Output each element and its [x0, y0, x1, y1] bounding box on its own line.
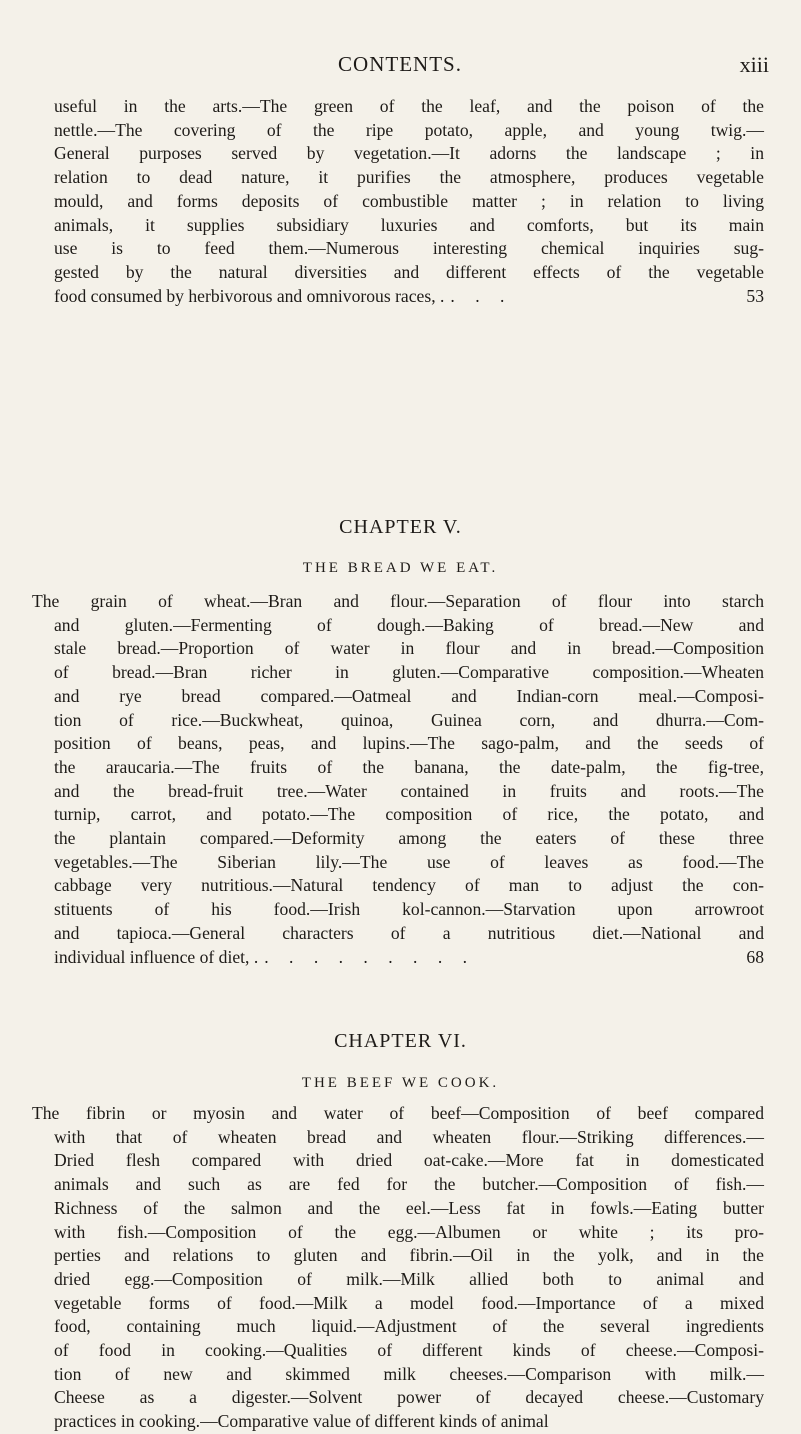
text-line: useful in the arts.—The green of the leaf, and the poison of the: [54, 96, 764, 116]
text-line: position of beans, peas, and lupins.—The sago-palm, and the seeds of: [54, 733, 764, 754]
chapter-summary: [32, 590, 764, 969]
dot-leader: . . . . . . . . .: [264, 946, 476, 967]
text-line: the plantain compared.—Deformity among the eaters of these three: [54, 828, 764, 849]
text-line: and gluten.—Fermenting of dough.—Baking of bread.—New and: [54, 614, 764, 635]
text-line: of food in cooking.—Qualities of different kinds of cheese.—Composi-: [54, 1340, 764, 1361]
chapter-heading: CHAPTER V.: [339, 516, 462, 538]
chapter-subtitle: THE BEEF WE COOK.: [301, 1075, 500, 1091]
text-line: vegetables.—The Siberian lily.—The use of leaves as food.—The: [54, 851, 764, 872]
dot-leader: . . .: [450, 285, 513, 306]
text-line: Richness of the salmon and the eel.—Less fat in fowls.—Eating butter: [54, 1197, 764, 1218]
text-line: and tapioca.—General characters of a nutritious diet.—National and: [54, 922, 764, 943]
text-line: tion of rice.—Buckwheat, quinoa, Guinea corn, and dhurra.—Com-: [54, 709, 764, 730]
text-line: and rye bread compared.—Oatmeal and Indian-corn meal.—Composi-: [54, 685, 764, 706]
text-line: and the bread-fruit tree.—Water contained in fruits and roots.—The: [54, 780, 764, 801]
toc-page-number: 68: [746, 946, 764, 967]
text-line: of bread.—Bran richer in gluten.—Comparative composition.—Wheaten: [54, 662, 764, 683]
text-line: tion of new and skimmed milk cheeses.—Comparison with milk.—: [54, 1363, 764, 1384]
text-line: food consumed by herbivorous and omnivorous races, .: [54, 285, 445, 306]
text-line: The grain of wheat.—Bran and flour.—Separation of flour into starch: [32, 591, 764, 611]
intro-paragraph: [54, 95, 764, 308]
toc-entry-last-line: [54, 285, 764, 309]
text-line: individual influence of diet, .: [54, 946, 259, 967]
text-line: General purposes served by vegetation.—It adorns the landscape ; in: [54, 143, 764, 164]
text-line: cabbage very nutritious.—Natural tendency of man to adjust the con-: [54, 875, 764, 896]
text-line: with that of wheaten bread and wheaten flour.—Striking differences.—: [54, 1126, 764, 1147]
text-line: turnip, carrot, and potato.—The composition of rice, the potato, and: [54, 804, 764, 825]
text-line: stale bread.—Proportion of water in flour and in bread.—Composition: [54, 638, 764, 659]
text-line: food, containing much liquid.—Adjustment of the several ingredients: [54, 1316, 764, 1337]
toc-page-number: 53: [746, 285, 764, 306]
text-line: relation to dead nature, it purifies the atmosphere, produces vegetable: [54, 167, 764, 188]
text-line: mould, and forms deposits of combustible matter ; in relation to living: [54, 190, 764, 211]
text-line: Dried flesh compared with dried oat-cake.—More fat in domesticated: [54, 1150, 764, 1171]
text-line: animals, it supplies subsidiary luxuries and comforts, but its main: [54, 214, 764, 235]
text-line: gested by the natural diversities and different effects of the vegetable: [54, 261, 764, 282]
running-head: [0, 52, 801, 82]
text-line: stituents of his food.—Irish kol-cannon.—Starvation upon arrowroot: [54, 899, 764, 920]
chapter-heading: CHAPTER VI.: [334, 1030, 467, 1052]
text-line: the araucaria.—The fruits of the banana, the date-palm, the fig-tree,: [54, 756, 764, 777]
text-line: practices in cooking.—Comparative value of different kinds of animal: [54, 1411, 549, 1432]
text-line: Cheese as a digester.—Solvent power of decayed cheese.—Customary: [54, 1387, 764, 1408]
chapter-subtitle: THE BREAD WE EAT.: [302, 560, 499, 576]
text-line: vegetable forms of food.—Milk a model food.—Importance of a mixed: [54, 1292, 764, 1313]
chapter-summary: [32, 1102, 764, 1434]
toc-entry-last-line: [32, 946, 764, 970]
text-line: perties and relations to gluten and fibrin.—Oil in the yolk, and in the: [54, 1245, 764, 1266]
page-number: xiii: [739, 52, 769, 77]
text-line: nettle.—The covering of the ripe potato, apple, and young twig.—: [54, 119, 764, 140]
text-line: animals and such as are fed for the butcher.—Composition of fish.—: [54, 1174, 764, 1195]
running-title: CONTENTS.: [338, 52, 462, 76]
text-line: dried egg.—Composition of milk.—Milk allied both to animal and: [54, 1268, 764, 1289]
text-line: with fish.—Composition of the egg.—Albumen or white ; its pro-: [54, 1221, 764, 1242]
text-line: use is to feed them.—Numerous interesting chemical inquiries sug-: [54, 238, 764, 259]
text-line: The fibrin or myosin and water of beef—Composition of beef compared: [32, 1103, 764, 1123]
